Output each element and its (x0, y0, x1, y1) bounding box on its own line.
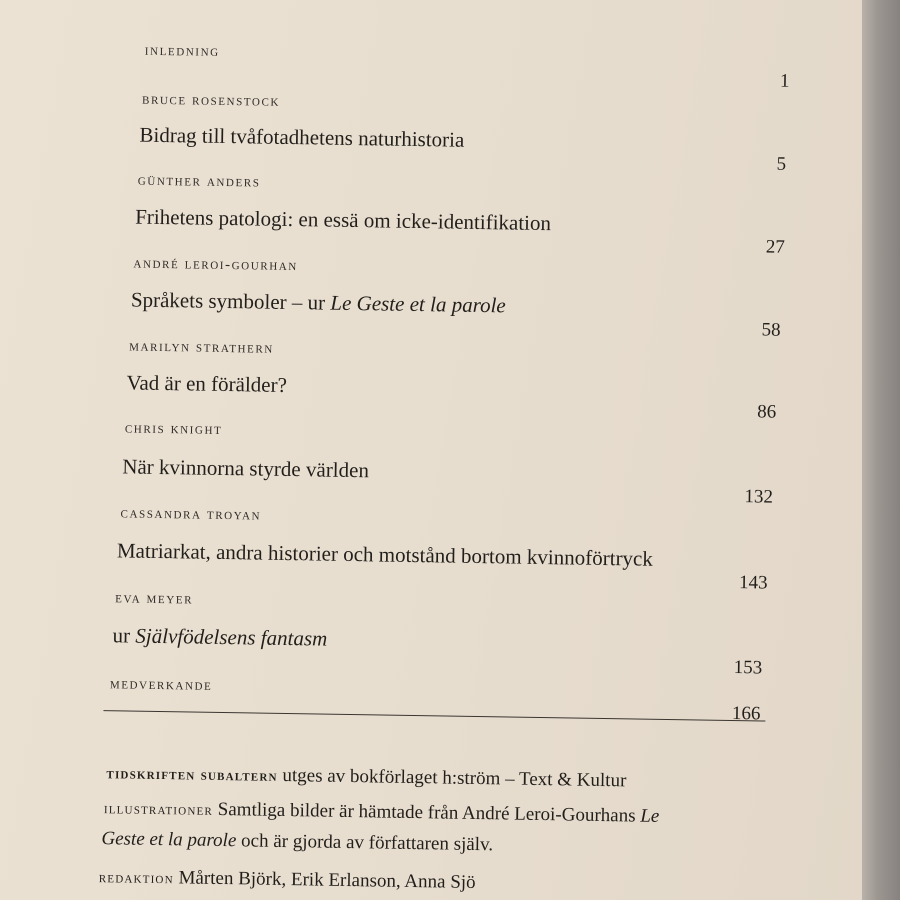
toc-page-number: 5 (776, 153, 787, 175)
toc-author: medverkande (109, 676, 213, 694)
toc-title (135, 205, 551, 237)
colophon-lead: tidskriften subaltern (106, 765, 278, 785)
toc-title-text: När kvinnorna styrde världen (122, 454, 370, 483)
toc-page-number: 153 (733, 657, 763, 679)
colophon-italic: Geste et la parole (101, 828, 237, 852)
toc-title-italic: Självfödelsens fantasm (135, 623, 328, 651)
toc-author: andré leroi-gourhan (133, 255, 299, 275)
toc-page-number: 1 (779, 70, 790, 92)
colophon-italic: Le (640, 805, 660, 827)
toc-title (131, 288, 506, 319)
toc-author: marilyn strathern (129, 338, 275, 357)
toc-author: cassandra troyan (120, 505, 262, 524)
toc-title-italic: Le Geste et la parole (330, 290, 506, 318)
colophon-lead: illustrationer (103, 800, 214, 819)
colophon-lead: redaktion (98, 869, 174, 888)
toc-title-text: Vad är en förälder? (126, 370, 288, 397)
toc-title (126, 370, 287, 398)
divider-rule (103, 710, 765, 721)
colophon-line (104, 797, 660, 828)
toc-title (139, 123, 464, 153)
colophon-text: utges av bokförlaget h:ström – Text & Kultur (277, 764, 627, 792)
page-edge (862, 0, 900, 900)
toc-author: eva meyer (115, 590, 194, 608)
toc-page-number: 132 (744, 486, 774, 508)
colophon-line (101, 828, 493, 856)
toc-author: günther anders (137, 172, 261, 191)
colophon-line (99, 866, 476, 894)
toc-page-number: 27 (765, 236, 785, 258)
toc-title-text: Bidrag till tvåfotadhetens naturhistoria (139, 122, 465, 152)
colophon-text: och är gjorda av författaren själv. (236, 830, 494, 856)
toc-title-text: Frihetens patologi: en essä om icke-identifikation (135, 204, 552, 236)
toc-title (122, 454, 369, 483)
colophon-text: Samtliga bilder är hämtade från André Leroi-Gourhans (217, 798, 641, 827)
toc-author: chris knight (124, 420, 223, 438)
toc-author: inledning (144, 42, 220, 60)
toc-title-text: ur (112, 623, 136, 648)
toc-title (117, 538, 653, 571)
toc-title-text: Språkets symboler – ur (130, 287, 331, 315)
toc-page-number: 143 (738, 572, 768, 594)
colophon-line (106, 762, 626, 792)
toc-title-text: Matriarkat, andra historier och motstånd bortom kvinnoförtryck (116, 538, 654, 571)
toc-author: bruce rosenstock (141, 91, 281, 110)
colophon-text: Mårten Björk, Erik Erlanson, Anna Sjö (178, 867, 476, 894)
toc-title (112, 623, 327, 651)
toc-page-number: 166 (731, 703, 761, 725)
toc-page-number: 86 (757, 401, 777, 423)
toc-page-number: 58 (761, 319, 781, 341)
